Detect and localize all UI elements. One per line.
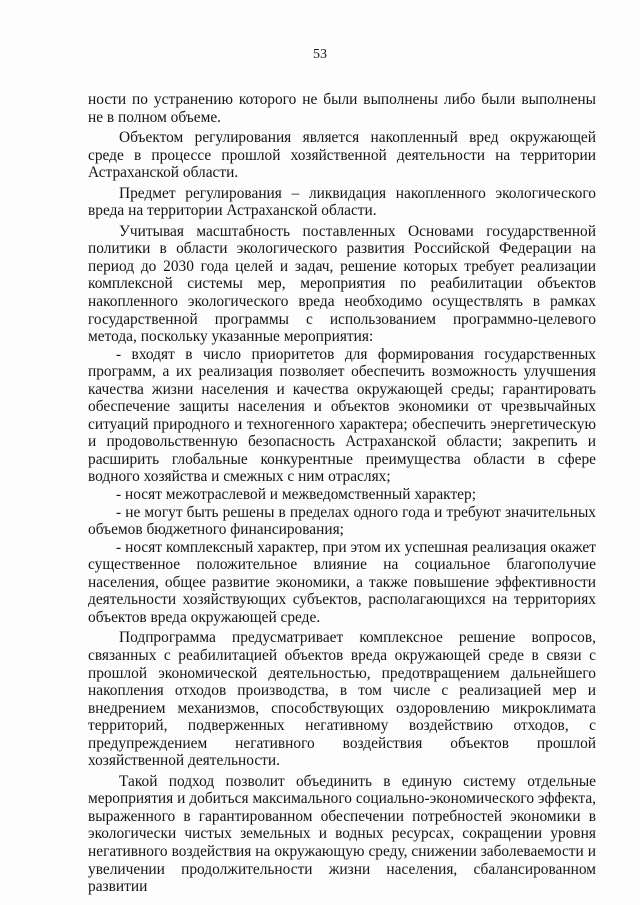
page-number: 53 (313, 47, 327, 62)
document-body (88, 91, 596, 896)
paragraph: Подпрограмма предусматривает комплексное решение вопросов, связанных с реабилитацией объектов вреда окружающей среде в связи с прошлой экономической деятельностью, предотвращением дальнейшего накопления отходов производства, в том числе с реализацией мер и внедрением механизмов, способствующих оздоровлению микроклимата территорий, подверженных негативному воздействию отходов, с предупреждением негативного воздействия объектов прошлой хозяйственной деятельности. (88, 629, 596, 770)
paragraph: Объектом регулирования является накопленный вред окружающей среде в процессе прошлой хозяйственной деятельности на территории Астраханской области. (88, 129, 596, 182)
paragraph: Учитывая масштабность поставленных Основами государственной политики в области экологического развития Российской Федерации на период до 2030 года целей и задач, решение которых требует реализации комплексной системы мер, мероприятия по реабилитации объектов накопленного экологического вреда необходимо осуществлять в рамках государственной программы с использованием программно-целевого метода, поскольку указанные мероприятия: (88, 222, 596, 346)
paragraph: ности по устранению которого не были выполнены либо были выполнены не в полном объеме. (88, 91, 596, 126)
list-item: - носят комплексный характер, при этом их успешная реализация окажет существенное положительное влияние на социальное благополучие населения, общее развитие экономики, а также повышение эффективности деятельности хозяйствующих субъектов, располагающихся на территориях объектов вреда окружающей среде. (88, 538, 596, 626)
paragraph: Такой подход позволит объединить в единую систему отдельные мероприятия и добиться максимального социально-экономического эффекта, выраженного в гарантированном обеспечении потребностей экономики в экологически чистых земельных и водных ресурсах, сокращении уровня негативного воздействия на окружающую среду, снижении заболеваемости и увеличении продолжительности жизни населения, сбалансированном развитии (88, 772, 596, 896)
list-item: - носят межотраслевой и межведомственный характер; (116, 486, 476, 504)
paragraph: Предмет регулирования – ликвидация накопленного экологического вреда на территории Астраханской области. (88, 184, 596, 220)
list-item: - не могут быть решены в пределах одного года и требуют значительных объемов бюджетного финансирования; (88, 503, 596, 539)
list-item: - входят в число приоритетов для формирования государственных программ, а их реализация позволяет обеспечить возможность улучшения качества жизни населения и качества окружающей среды; гарантировать обеспечение защиты населения и объектов экономики от чрезвычайных ситуаций природного и техногенного характера; обеспечить энергетическую и продовольственную безопасность Астраханской области; закрепить и расширить глобальные конкурентные преимущества области в сфере водного хозяйства и смежных с ним отраслях; (88, 345, 596, 486)
